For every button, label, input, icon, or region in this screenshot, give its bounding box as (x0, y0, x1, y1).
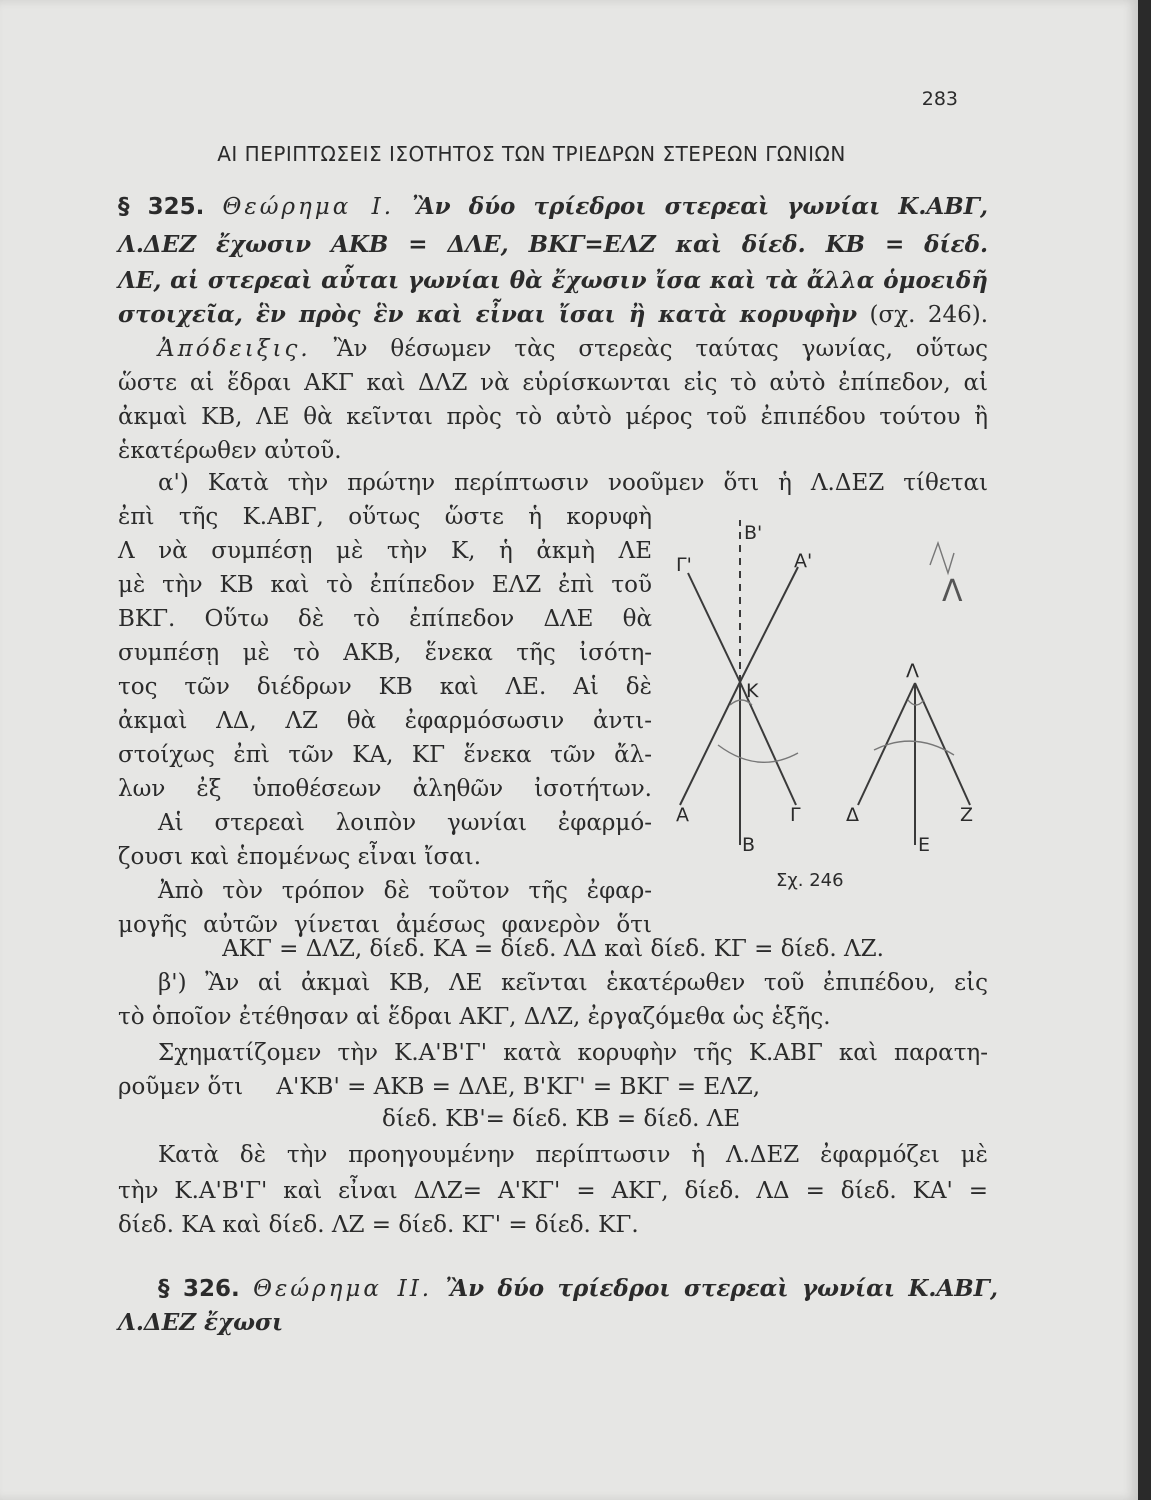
label-D: Δ (846, 804, 859, 826)
column-line: μογῆς αὐτῶν γίνεται ἀμέσως φανερὸν ὅτι (118, 912, 652, 938)
theorem-325-line-2: Λ.ΔΕΖ ἔχωσιν ΑΚΒ = ΔΛΕ, ΒΚΓ=ΕΛΖ καὶ δίεδ. ΚΒ = δίεδ. (118, 231, 988, 258)
theorem-325-line-1: § 325. Θεώρημα Ι. Ἂν δύο τρίεδροι στερεαὶ γωνίαι Κ.ΑΒΓ, (118, 193, 988, 220)
pencil-marks (718, 543, 954, 762)
column-line: ΒΚΓ. Οὕτω δὲ τὸ ἐπίπεδον ΔΛΕ θὰ (118, 606, 652, 632)
case-b-line-8: δίεδ. ΚΑ καὶ δίεδ. ΛΖ = δίεδ. ΚΓ' = δίεδ. ΚΓ. (118, 1212, 639, 1238)
label-E: Ε (918, 834, 931, 856)
theorem-325-line-4: στοιχεῖα, ἓν πρὸς ἓν καὶ εἶναι ἴσαι ἢ κατὰ κορυφὴν (σχ. 246). (118, 301, 989, 328)
case-b-line-5: δίεδ. ΚΒ'= δίεδ. ΚΒ = δίεδ. ΛΕ (382, 1106, 741, 1132)
column-line: μὲ τὴν ΚΒ καὶ τὸ ἐπίπεδον ΕΛΖ ἐπὶ τοῦ (118, 572, 652, 598)
case-b-line-4: ροῦμεν ὅτι Α'ΚΒ' = ΑΚΒ = ΔΛΕ, Β'ΚΓ' = ΒΚΓ = ΕΛΖ, (118, 1074, 761, 1100)
label-B: Β (742, 834, 756, 856)
case-b-line-1: β') Ἂν αἱ ἀκμαὶ ΚΒ, ΛΕ κεῖνται ἑκατέρωθεν τοῦ ἐπιπέδου, εἰς (158, 970, 988, 996)
case-b-line-3: Σχηματίζομεν τὴν Κ.Α'Β'Γ' κατὰ κορυφὴν τῆς Κ.ΑΒΓ καὶ παρατη- (158, 1040, 988, 1066)
column-line: ἐπὶ τῆς Κ.ΑΒΓ, οὕτως ὥστε ἡ κορυφὴ (118, 504, 652, 530)
case-b-line-7: τὴν Κ.Α'Β'Γ' καὶ εἶναι ΔΛΖ= Α'ΚΓ' = ΑΚΓ, δίεδ. ΛΔ = δίεδ. ΚΑ' = (118, 1178, 988, 1204)
running-header: ΑΙ ΠΕΡΙΠΤΩΣΕΙΣ ΙΣΟΤΗΤΟΣ ΤΩΝ ΤΡΙΕΔΡΩΝ ΣΤΕΡΕΩΝ ΓΩΝΙΩΝ (217, 142, 846, 166)
proof-line-2: ὥστε αἱ ἕδραι ΑΚΓ καὶ ΔΛΖ νὰ εὑρίσκωνται εἰς τὸ αὐτὸ ἐπίπεδον, αἱ (118, 370, 988, 396)
case-a-line-1: α') Κατὰ τὴν πρώτην περίπτωσιν νοοῦμεν ὅτι ἡ Λ.ΔΕΖ τίθεται (158, 470, 988, 496)
column-line: Αἱ στερεαὶ λοιπὸν γωνίαι ἐφαρμό- (158, 810, 652, 836)
column-line: ἀκμαὶ ΛΔ, ΛΖ θὰ ἐφαρμόσωσιν ἀντι- (118, 708, 652, 734)
column-line: συμπέσῃ μὲ τὸ ΑΚΒ, ἕνεκα τῆς ἰσότη- (118, 640, 652, 666)
column-line: στοίχως ἐπὶ τῶν ΚΑ, ΚΓ ἕνεκα τῶν ἄλ- (118, 742, 652, 768)
column-line: ζουσι καὶ ἑπομένως εἶναι ἴσαι. (118, 844, 482, 870)
theorem-326-line-2: Λ.ΔΕΖ ἔχωσι (118, 1309, 284, 1336)
label-L: Λ (906, 660, 919, 682)
column-line: Ἀπὸ τὸν τρόπον δὲ τοῦτον τῆς ἐφαρ- (158, 878, 652, 904)
margin-note: Λ (942, 574, 963, 609)
proof-line-4: ἑκατέρωθεν αὐτοῦ. (118, 438, 342, 464)
label-B1: Β' (744, 522, 763, 544)
case-b-line-2: τὸ ὁποῖον ἐτέθησαν αἱ ἕδραι ΑΚΓ, ΔΛΖ, ἐργαζόμεθα ὡς ἑξῆς. (118, 1004, 831, 1030)
label-A: Α (676, 804, 689, 826)
column-line: λων ἐξ ὑποθέσεων ἀληθῶν ἰσοτήτων. (118, 776, 652, 802)
theorem-326-line-1: § 326. Θεώρημα ΙΙ. Ἂν δύο τρίεδροι στερεαὶ γωνίαι Κ.ΑΒΓ, (158, 1275, 999, 1302)
edge-L-D (858, 683, 915, 805)
edge-K-G1 (688, 573, 740, 682)
proof-line-1: Ἀπόδειξις. Ἂν θέσωμεν τὰς στερεὰς ταύτας γωνίας, οὕτως (158, 336, 988, 362)
label-A1: Α' (794, 550, 813, 572)
figure-caption: Σχ. 246 (776, 870, 844, 891)
proof-line-3: ἀκμαὶ ΚΒ, ΛΕ θὰ κεῖνται πρὸς τὸ αὐτὸ μέρος τοῦ ἐπιπέδου τούτου ἢ (118, 404, 988, 430)
column-line: Λ νὰ συμπέσῃ μὲ τὴν Κ, ἡ ἀκμὴ ΛΕ (118, 538, 652, 564)
case-b-line-6: Κατὰ δὲ τὴν προηγουμένην περίπτωσιν ἡ Λ.ΔΕΖ ἐφαρμόζει μὲ (158, 1142, 988, 1168)
equation-1: ΑΚΓ = ΔΛΖ, δίεδ. ΚΑ = δίεδ. ΛΔ καὶ δίεδ. ΚΓ = δίεδ. ΛΖ. (222, 936, 884, 962)
page-number: 283 (921, 88, 958, 110)
label-Z: Ζ (960, 804, 974, 826)
figure-246 (660, 505, 990, 865)
edge-K-A1 (740, 567, 798, 682)
column-line: τος τῶν διέδρων ΚΒ καὶ ΛΕ. Αἱ δὲ (118, 674, 652, 700)
label-G1: Γ' (676, 554, 692, 576)
theorem-325-line-3: ΛΕ, αἱ στερεαὶ αὗται γωνίαι θὰ ἔχωσιν ἴσα καὶ τὰ ἄλλα ὁμοειδῆ (118, 267, 988, 294)
label-K: Κ (746, 680, 759, 702)
edge-K-A (680, 682, 740, 805)
label-G: Γ (790, 804, 801, 826)
